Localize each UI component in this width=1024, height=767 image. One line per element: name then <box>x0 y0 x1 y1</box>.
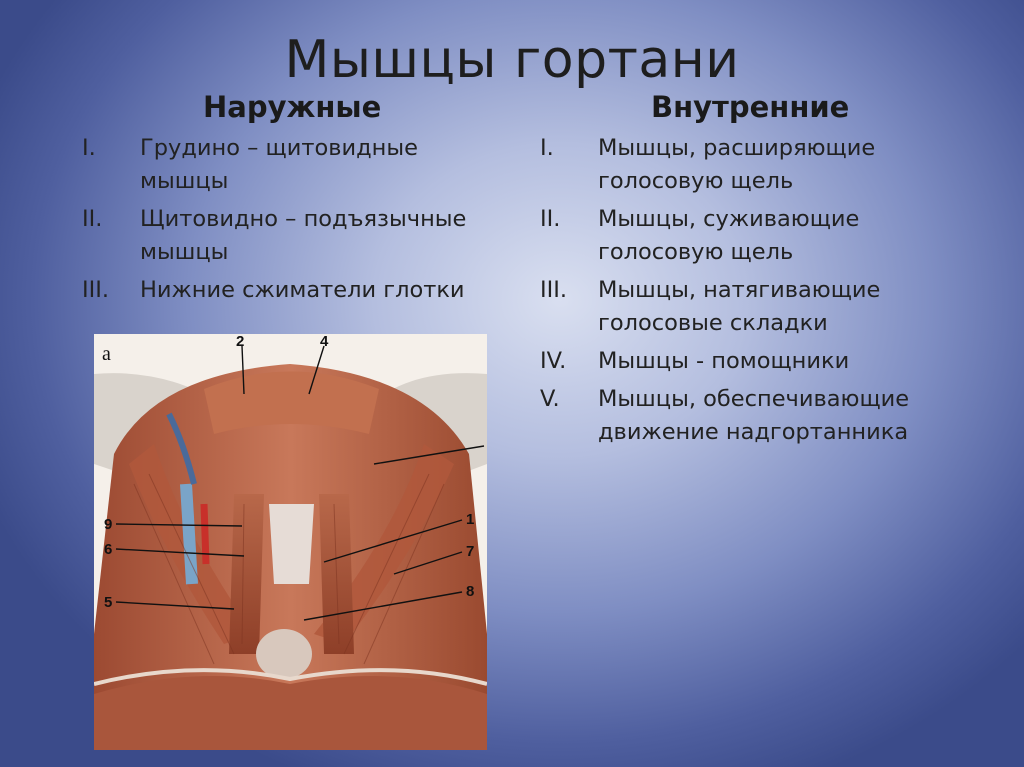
neck-muscles-illustration <box>94 334 487 750</box>
list-item <box>540 274 980 340</box>
item-text: Нижние сжиматели глотки <box>140 277 465 303</box>
figure-label: 7 <box>466 543 475 560</box>
figure-label: 9 <box>104 516 113 533</box>
item-number: III. <box>82 277 110 303</box>
list-item <box>82 132 502 198</box>
thyroid-cartilage <box>269 504 314 584</box>
external-list <box>82 132 502 312</box>
item-text: Мышцы - помощники <box>598 348 850 374</box>
list-item <box>540 203 980 269</box>
item-text: Мышцы, натягивающие голосовые складки <box>598 277 881 336</box>
item-number: IV. <box>540 348 567 374</box>
item-number: V. <box>540 386 560 412</box>
list-item <box>82 203 502 269</box>
anatomy-drawing <box>94 334 487 750</box>
carotid-artery <box>204 504 206 564</box>
list-item <box>540 383 980 449</box>
figure-label: 1 <box>466 511 475 528</box>
list-item <box>540 345 980 378</box>
jugular-vein <box>186 484 192 584</box>
external-heading: Наружные <box>203 90 382 124</box>
item-number: I. <box>540 135 554 161</box>
item-text: Мышцы, расширяющие голосовую щель <box>598 135 876 194</box>
list-item <box>540 132 980 198</box>
figure-label: 4 <box>320 334 329 350</box>
internal-list <box>540 132 980 454</box>
list-item <box>82 274 502 307</box>
item-number: II. <box>82 206 103 232</box>
slide-title: Мышцы гортани <box>284 30 740 90</box>
figure-label: 2 <box>236 334 245 350</box>
figure-label: 5 <box>104 594 113 611</box>
item-text: Грудино – щитовидные мышцы <box>140 135 418 194</box>
item-number: I. <box>82 135 96 161</box>
item-text: Щитовидно – подъязычные мышцы <box>140 206 467 265</box>
item-text: Мышцы, обеспечивающие движение надгортанника <box>598 386 910 445</box>
panel-letter: a <box>102 343 111 365</box>
item-number: II. <box>540 206 561 232</box>
thyroid-gland <box>256 629 312 679</box>
chest-muscles <box>94 676 487 750</box>
figure-label: 6 <box>104 541 113 558</box>
strap-muscle-left <box>229 494 264 654</box>
item-text: Мышцы, суживающие голосовую щель <box>598 206 860 265</box>
internal-heading: Внутренние <box>651 90 850 124</box>
figure-label: 8 <box>466 583 475 600</box>
item-number: III. <box>540 277 568 303</box>
